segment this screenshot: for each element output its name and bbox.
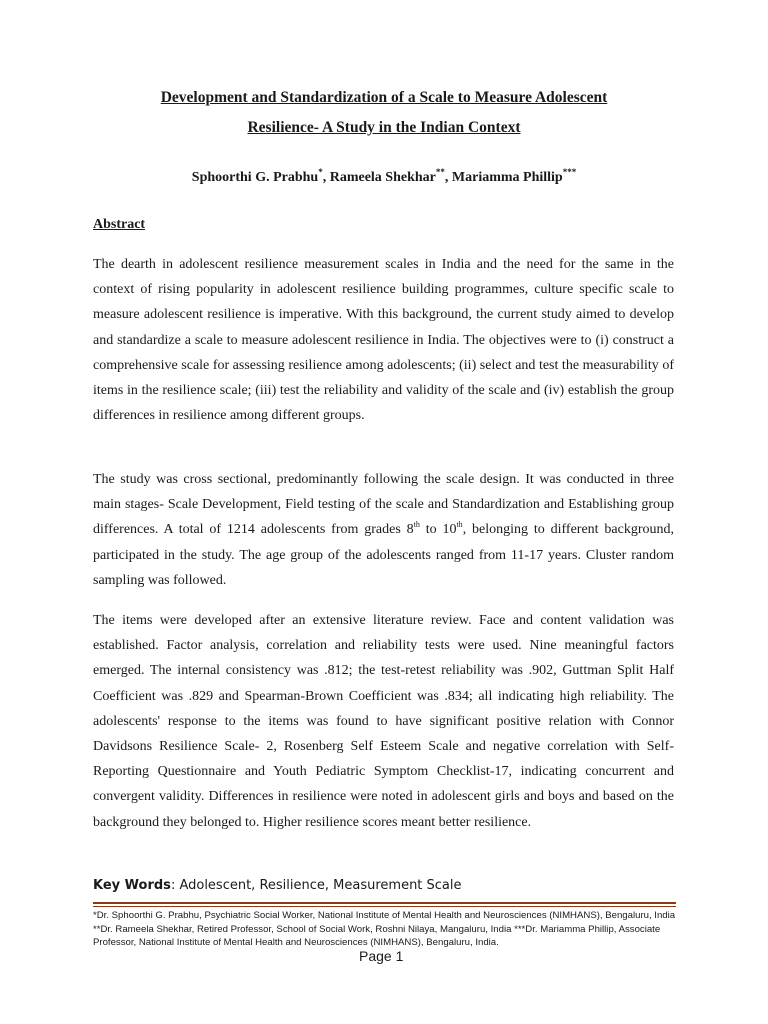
author-name: Sphoorthi G. Prabhu (191, 170, 319, 185)
author-affiliation-mark: ** (435, 167, 445, 177)
abstract-paragraph-1: The dearth in adolescent resilience measurement scales in India and the need for the same in the context of rising popularity in adolescent resilience building programmes, culture specific scale to measure adolescent resilience is imperative. With this background, the current study aimed to develop and standardize a scale to measure adolescent resilience in India. The objectives were to (i) construct a comprehensive scale for assessing resilience among adolescents; (ii) select and test the measurability of items in the resilience scale; (iii) test the reliability and validity of the scale and (iv) establish the group differences in resilience among different groups. (93, 257, 674, 424)
keywords-text: : Adolescent, Resilience, Measurement Scale (170, 878, 462, 893)
keywords-line (93, 876, 462, 896)
author-name: Rameela Shekhar (329, 170, 436, 185)
author-affiliation-mark: *** (562, 167, 577, 177)
paper-title-line-1: Development and Standardization of a Scale to Measure Adolescent (160, 89, 608, 106)
abstract-paragraph-2 (93, 467, 674, 593)
author-list (93, 168, 675, 188)
affiliation-footnote: *Dr. Sphoorthi G. Prabhu, Psychiatric Social Worker, National Institute of Mental Health and Neurosciences (NIMHANS), Bengaluru, India **Dr. Rameela Shekhar, Retired Professor, School of Social Work, Roshni Nilaya, Mangaluru, India ***Dr. Mariamma Phillip, Associate Professor, National Institute of Mental Health and Neurosciences (NIMHANS), Bengaluru, India. (93, 910, 676, 949)
footer-rule-thick (93, 902, 676, 904)
paragraph-text: to 10 (419, 522, 457, 538)
keywords-label: Key Words (93, 878, 171, 893)
paragraph-text: , belonging to different background, participated in the study. The age group of the adolescents ranged from 11-17 years. Cluster random sampling was followed. (93, 522, 674, 588)
abstract-paragraph-3: The items were developed after an extensive literature review. Face and content validation was established. Factor analysis, correlation and reliability tests were used. Nine meaningful factors emerged. The internal consistency was .812; the test-retest reliability was .902, Guttman Split Half Coefficient was .829 and Spearman-Brown Coefficient was .834; all indicating high reliability. The adolescents' response to the items was found to have significant positive relation with Connor Davidsons Resilience Scale- 2, Rosenberg Self Esteem Scale and negative correlation with Self-Reporting Questionnaire and Youth Pediatric Symptom Checklist-17, indicating concurrent and convergent validity. Differences in resilience were noted in adolescent girls and boys and based on the background they belonged to. Higher resilience scores meant better resilience. (93, 613, 674, 830)
ordinal-suffix: th (456, 520, 463, 530)
author-affiliation-mark: * (318, 167, 323, 177)
paper-title-line-2: Resilience- A Study in the Indian Context (247, 119, 521, 136)
abstract-heading: Abstract (93, 217, 146, 232)
author-name: Mariamma Phillip (451, 170, 563, 185)
ordinal-suffix: th (413, 520, 420, 530)
footer-rule-thin (93, 906, 676, 907)
page-number: Page 1 (359, 948, 404, 964)
paragraph-text: The study was cross sectional, predominantly following the scale design. It was conducted in three main stages- Scale Development, Field testing of the scale and Standardization and Establishing group differences. A total of 1214 adolescents from grades 8 (93, 472, 674, 538)
author-separator: , (444, 170, 452, 185)
author-separator: , (322, 170, 330, 185)
